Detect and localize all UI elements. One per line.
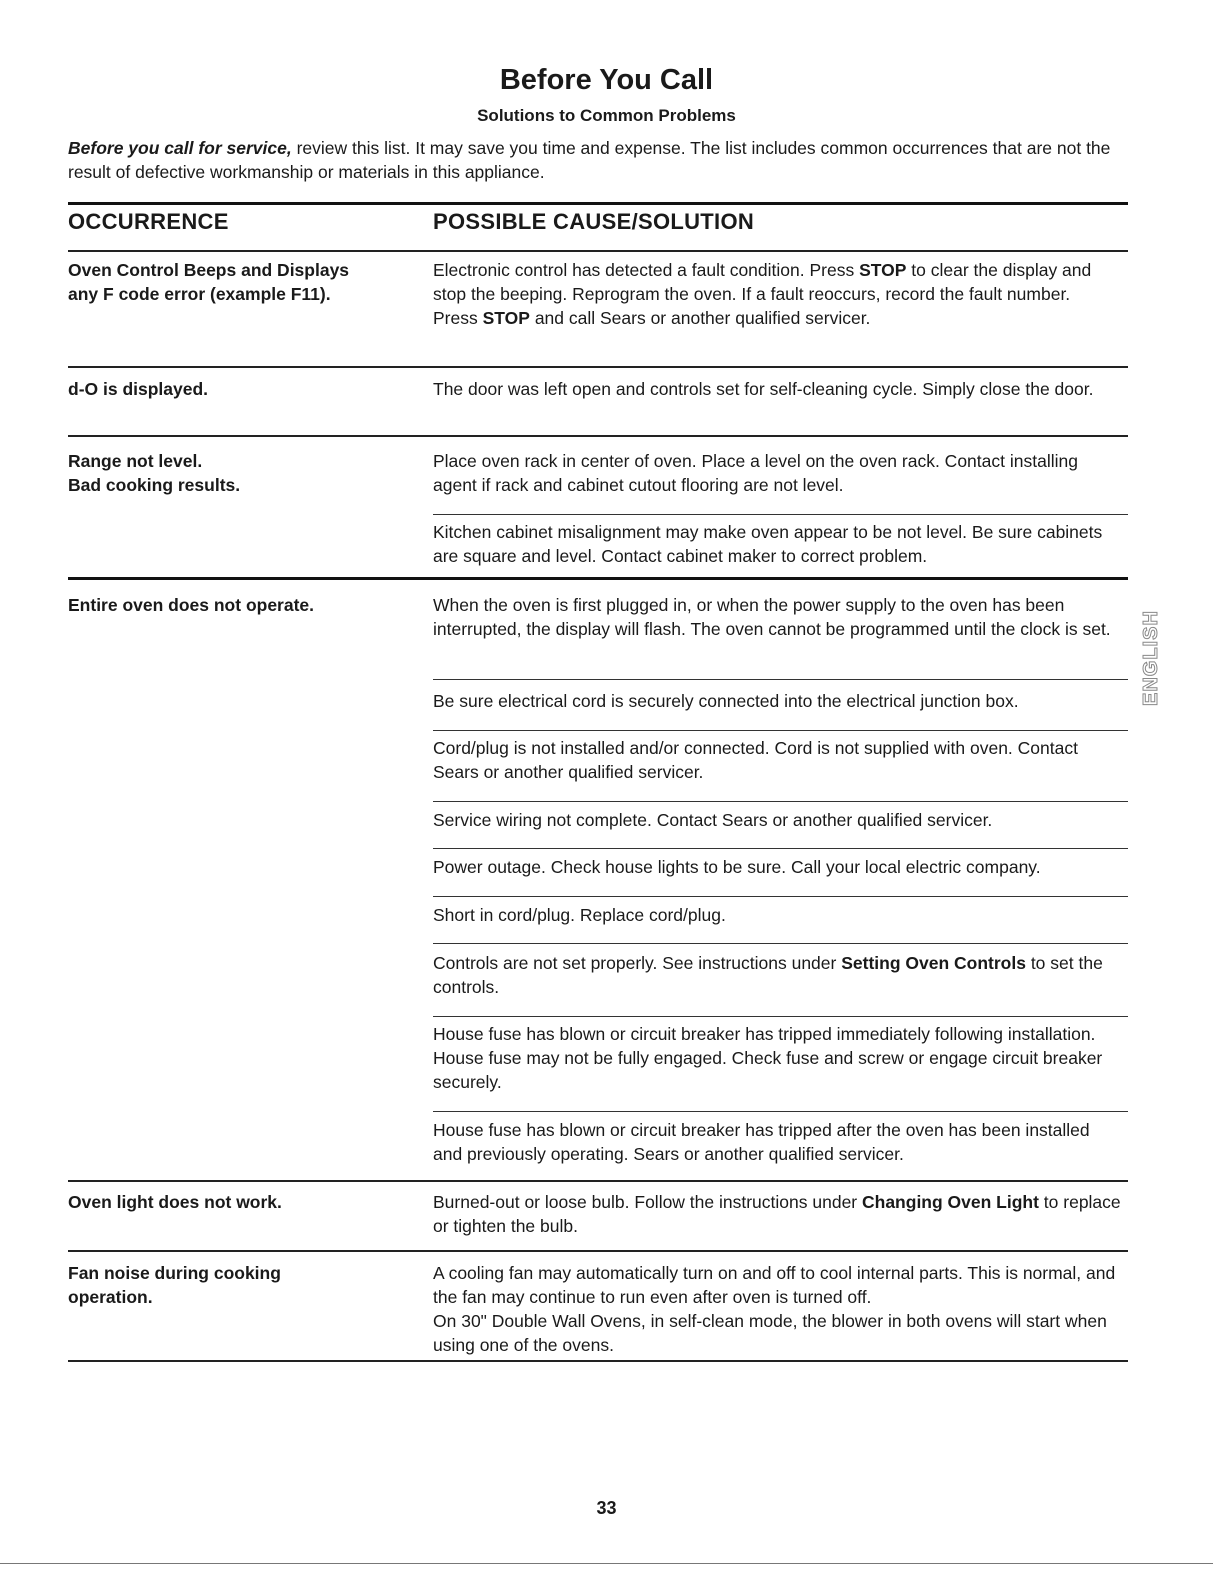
row-divider: [68, 577, 1128, 580]
solution-text: to replace or tighten the bulb.: [433, 1192, 1121, 1236]
solution-text: to clear the display and stop the beeping. Reprogram the oven. If a fault reoccurs, record the fault number. Press: [433, 260, 1092, 328]
solution-text: and call Sears or another qualified servicer.: [529, 308, 871, 328]
solution-not-operate-2: Be sure electrical cord is securely connected into the electrical junction box.: [433, 691, 1019, 711]
sub-divider: [433, 848, 1128, 849]
intro-text: review this list. It may save you time and expense. The list includes common occurrences that are not the result of defective workmanship or materials in this appliance.: [68, 138, 1111, 182]
solution-fan-noise: [433, 1261, 1118, 1357]
solution-text: Controls are not set properly. See instructions under: [433, 953, 842, 973]
sub-divider: [433, 514, 1128, 515]
solution-not-operate-7: [433, 951, 1123, 999]
intro-lead: Before you call for service,: [68, 138, 292, 158]
intro-paragraph: [68, 136, 1158, 184]
occurrence-line: Range not level.: [68, 451, 203, 471]
solution-not-operate-3: Cord/plug is not installed and/or connected. Cord is not supplied with oven. Contact Sears or another qualified servicer.: [433, 738, 1078, 782]
page-number: 33: [596, 1498, 617, 1518]
sub-divider: [433, 896, 1128, 897]
solution-range-level-2: Kitchen cabinet misalignment may make oven appear to be not level. Be sure cabinets are square and level. Contact cabinet maker to correct problem.: [433, 522, 1103, 566]
solution-not-operate-6: Short in cord/plug. Replace cord/plug.: [433, 905, 726, 925]
table-top-rule: [68, 202, 1128, 205]
header-rule: [68, 250, 1128, 252]
page-subtitle: Solutions to Common Problems: [477, 106, 736, 125]
row-divider: [68, 435, 1128, 437]
solution-header: POSSIBLE CAUSE/SOLUTION: [433, 209, 755, 234]
row-divider: [68, 1180, 1128, 1182]
occurrence-oven-not-operate: Entire oven does not operate.: [68, 595, 315, 615]
solution-range-level-1: Place oven rack in center of oven. Place a level on the oven rack. Contact installing agent if rack and cabinet cutout flooring are not level.: [433, 451, 1078, 495]
occurrence-oven-light: Oven light does not work.: [68, 1192, 282, 1212]
solution-text: Burned-out or loose bulb. Follow the instructions under: [433, 1192, 862, 1212]
sub-divider: [433, 801, 1128, 802]
occurrence-door-open: d-O is displayed.: [68, 379, 209, 399]
sub-divider: [433, 943, 1128, 944]
sub-divider: [433, 1016, 1128, 1017]
solution-door-open: The door was left open and controls set for self-cleaning cycle. Simply close the door.: [433, 379, 1094, 399]
sub-divider: [433, 730, 1128, 731]
page-bottom-rule: [0, 1563, 1213, 1564]
solution-oven-light: [433, 1190, 1123, 1238]
page-title: Before You Call: [499, 64, 714, 96]
solution-not-operate-8: House fuse has blown or circuit breaker has tripped immediately following installation. House fuse may not be fully engaged. Check fuse and screw or engage circuit breaker securely.: [433, 1024, 1103, 1092]
sub-divider: [433, 1111, 1128, 1112]
sub-divider: [433, 679, 1128, 680]
solution-not-operate-1: When the oven is first plugged in, or when the power supply to the oven has been interrupted, the display will flash. The oven cannot be programmed until the clock is set.: [433, 595, 1111, 639]
occurrence-range-not-level: [68, 449, 408, 497]
stop-key-label: STOP: [859, 260, 907, 280]
stop-key-label: STOP: [482, 308, 530, 328]
occurrence-header: OCCURRENCE: [68, 209, 229, 234]
solution-text: Electronic control has detected a fault condition. Press: [433, 260, 860, 280]
solution-text: to set the controls.: [433, 953, 1103, 997]
solution-not-operate-5: Power outage. Check house lights to be sure. Call your local electric company.: [433, 857, 1041, 877]
solution-text: A cooling fan may automatically turn on and off to cool internal parts. This is normal, and the fan may continue to run even after oven is turned off.: [433, 1263, 1116, 1307]
language-side-tab: ENGLISH: [1140, 610, 1162, 706]
occurrence-line: Bad cooking results.: [68, 475, 241, 495]
solution-not-operate-4: Service wiring not complete. Contact Sears or another qualified servicer.: [433, 810, 993, 830]
occurrence-line: any F code error (example F11).: [68, 284, 331, 304]
occurrence-fan-noise: [68, 1261, 408, 1309]
occurrence-f-code: [68, 258, 408, 306]
solution-f-code: [433, 258, 1093, 330]
row-divider: [68, 366, 1128, 368]
table-bottom-rule: [68, 1360, 1128, 1362]
solution-not-operate-9: House fuse has blown or circuit breaker has tripped after the oven has been installed and previously operating. Sears or another qualified servicer.: [433, 1120, 1090, 1164]
occurrence-line: Oven Control Beeps and Displays: [68, 260, 350, 280]
solution-text: On 30" Double Wall Ovens, in self-clean mode, the blower in both ovens will start when using one of the ovens.: [433, 1311, 1107, 1355]
changing-oven-light-ref: Changing Oven Light: [862, 1192, 1039, 1212]
occurrence-line: operation.: [68, 1287, 153, 1307]
occurrence-line: Fan noise during cooking: [68, 1263, 281, 1283]
row-divider: [68, 1250, 1128, 1252]
setting-oven-controls-ref: Setting Oven Controls: [841, 953, 1026, 973]
